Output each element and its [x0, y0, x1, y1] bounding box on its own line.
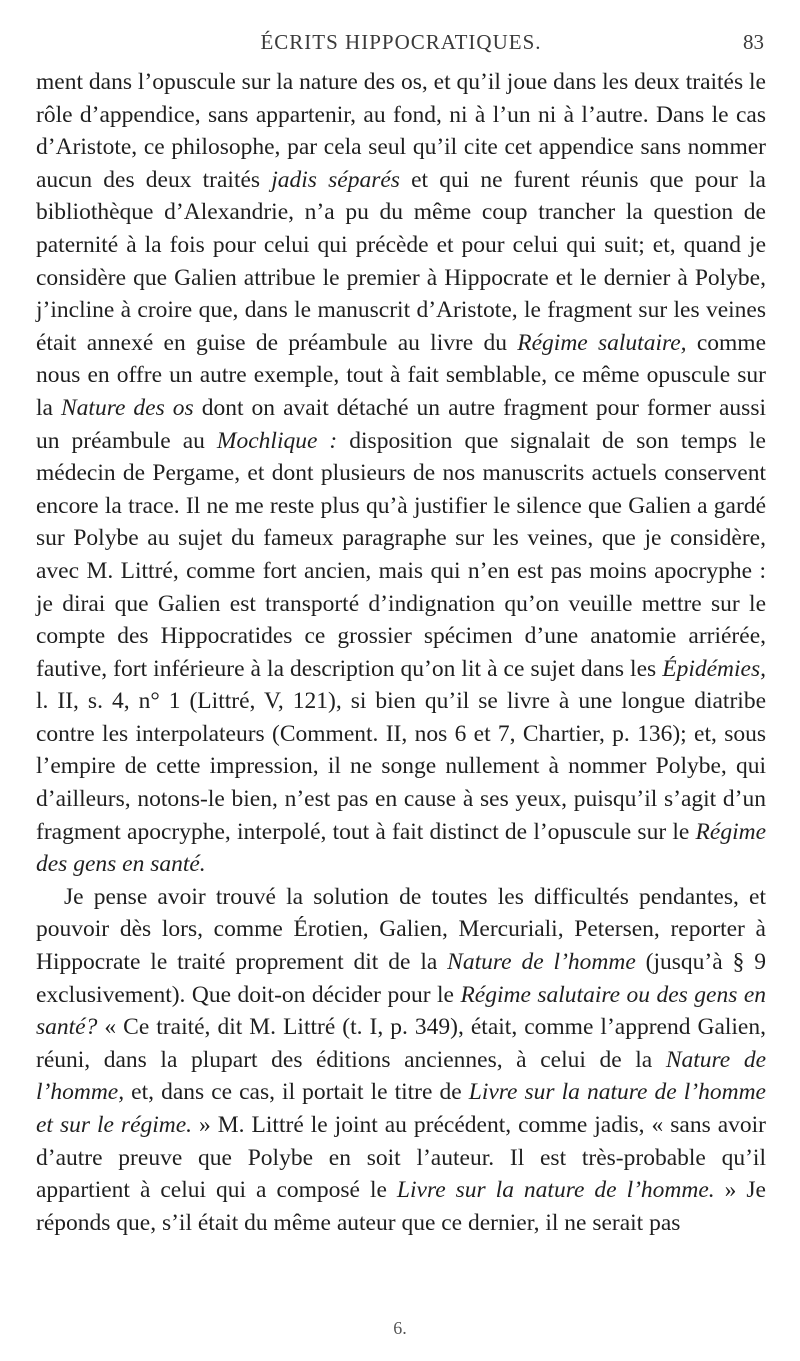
text-segment: disposition que signalait de son temps le médecin de Pergame, et dont plusieurs de nos manuscrits actuels conservent encore la trace. Il ne me reste plus qu’à justifier le silence que Galien a gardé sur Polybe au sujet du fameux paragraphe sur les veines, que je considère, avec M. Littré, comme fort ancien, mais qui n’en est pas moins apocryphe : je dirai que Galien est transporté d’indignation qu’on veuille mettre sur le compte des Hippocratides ce grossier spécimen d’une anatomie arriérée, fautive, fort inférieure à la description qu’on lit à ce sujet dans les — [36, 427, 766, 682]
italic-text-segment: Nature des os — [61, 394, 194, 421]
paragraph — [36, 881, 766, 1240]
italic-text-segment: Régime salutaire, — [517, 329, 687, 356]
text-segment: l. II, s. 4, n° 1 (Littré, V, 121), si bien qu’il se livre à une longue diatribe contre les interpolateurs (Comment. II, nos 6 et 7, Chartier, p. 136); et, sous l’empire de cette impression, il ne songe nullement à nommer Polybe, qui d’ailleurs, notons-le bien, n’est pas en cause à ses yeux, puisqu’il s’agit d’un fragment apocryphe, interpolé, tout à fait distinct de l’opuscule sur le — [36, 688, 766, 845]
italic-text-segment: Épidémies, — [662, 655, 766, 682]
text-segment: et qui ne furent réunis que pour la bibliothèque d’Alexandrie, n’a pu du même coup trancher la question de paternité à la fois pour celui qui précède et pour celui qui suit; et, quand je considère que Galien attribue le premier à Hippocrate et le dernier à Polybe, j’incline à croire que, dans le manuscrit d’Aristote, le fragment sur les veines était annexé en guise de préambule au livre du — [36, 166, 766, 356]
signature-mark: 6. — [393, 1318, 407, 1338]
italic-text-segment: Régime des gens en santé. — [36, 818, 766, 878]
italic-text-segment: Régime salutaire ou des gens en santé? — [36, 981, 766, 1041]
italic-text-segment: Livre sur la nature de l’homme et sur le régime. — [36, 1079, 766, 1138]
text-segment: dont on avait détaché un autre fragment pour former aussi un préambule au — [36, 394, 767, 454]
text-segment: comme nous en offre un autre exemple, tout à fait semblable, ce même opuscule sur la — [36, 329, 766, 421]
italic-text-segment: Mochlique : — [216, 427, 338, 454]
body-text — [36, 66, 766, 1239]
page-number: 83 — [743, 30, 764, 54]
paragraph — [36, 66, 766, 881]
text-segment: Je pense avoir trouvé la solution de toutes les difficultés pendantes, et pouvoir dès lors, comme Érotien, Galien, Mercuriali, Petersen, reporter à Hippocrate le traité proprement dit de la — [36, 883, 766, 976]
italic-text-segment: Livre sur la nature de l’homme. — [396, 1177, 715, 1204]
text-segment: » Je réponds que, s’il était du même auteur que ce dernier, il ne serait pas — [36, 1177, 766, 1236]
running-header — [36, 30, 766, 66]
italic-text-segment: Nature de l’homme — [447, 949, 636, 976]
italic-text-segment: jadis séparés — [271, 166, 400, 193]
text-segment: ment dans l’opuscule sur la nature des os, et qu’il joue dans les deux traités le rôle d’appendice, sans appartenir, au fond, ni à l’un ni à l’autre. Dans le cas d’Aristote, ce philosophe, par cela seul qu’il cite cet appendice sans nommer aucun des deux traités — [36, 69, 766, 193]
running-title: ÉCRITS HIPPOCRATIQUES. — [260, 30, 542, 54]
text-segment: et, dans ce cas, il portait le titre de — [124, 1079, 469, 1106]
text-segment: « Ce traité, dit M. Littré (t. I, p. 349), était, comme l’apprend Galien, réuni, dans la plupart des éditions anciennes, à celui de la — [36, 1014, 766, 1073]
text-segment: » M. Littré le joint au précédent, comme jadis, « sans avoir d’autre preuve que Polybe en soit l’auteur. Il est très-probable qu’il appartient à celui qui a composé le — [36, 1112, 766, 1204]
italic-text-segment: Nature de l’homme, — [36, 1046, 766, 1106]
text-segment: (jusqu’à § 9 exclusivement). Que doit-on décider pour le — [36, 949, 766, 1008]
